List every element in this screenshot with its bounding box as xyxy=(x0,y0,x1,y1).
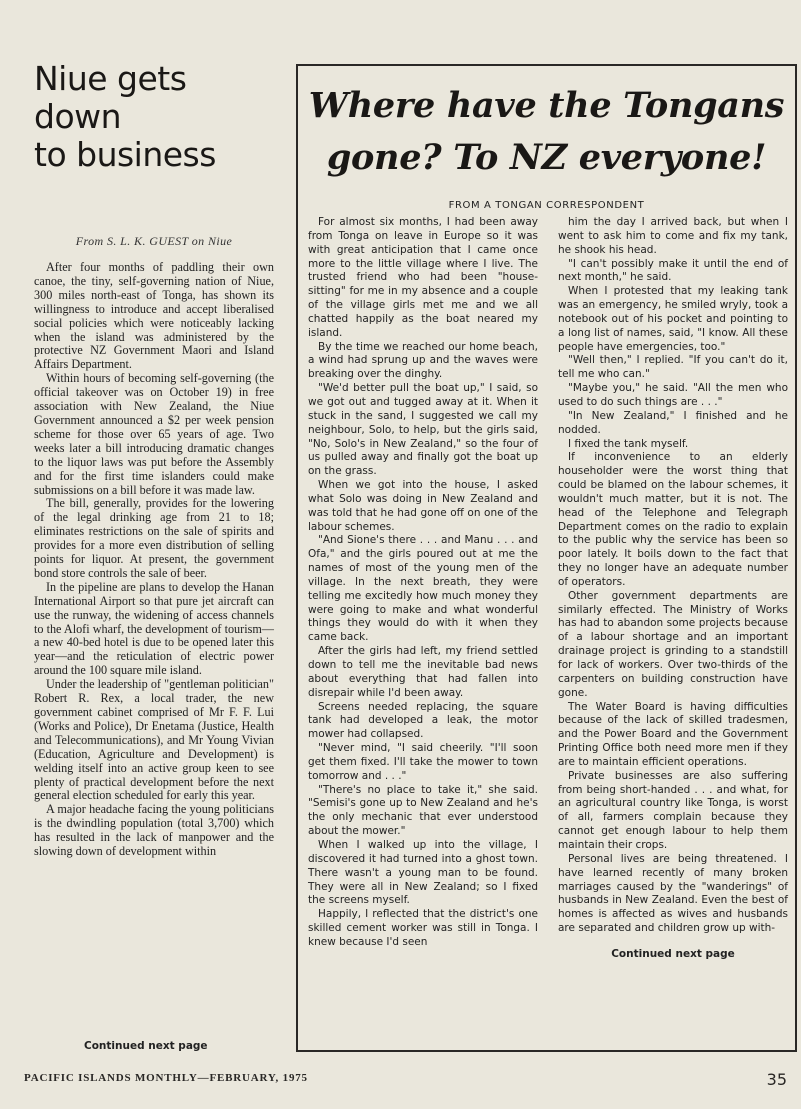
tongans-paragraph: The Water Board is having difficulties because of the lack of skilled tradesmen, and the Power Board and the Government Printing Office both need more men if they are to maintain efficient operations. xyxy=(558,700,788,768)
tongans-paragraph: Screens needed replacing, the square tank had developed a leak, the motor mower had collapsed. xyxy=(308,700,538,741)
tongans-paragraph: "And Sione's there . . . and Manu . . . and Ofa," and the girls poured out at me the names of most of the young men of the village. In the next breath, they were telling me excitedly how much money they were going to make and what wonderful things they would do with it when they came back. xyxy=(308,534,538,644)
headline-line-1: Niue gets xyxy=(34,59,187,98)
tongans-paragraph: "In New Zealand," I finished and he nodded. xyxy=(558,409,788,436)
tongans-paragraph: "Maybe you," he said. "All the men who used to do such things are . . ." xyxy=(558,382,788,408)
tongans-paragraph: "Well then," I replied. "If you can't do it, tell me who can." xyxy=(558,354,788,381)
tongans-article-box xyxy=(296,64,797,1052)
tongans-paragraph: Personal lives are being threatened. I have learned recently of many broken marriages caused by the "wanderings" of husbands in New Zealand. Even the best of homes is affected as wives and husbands are separated and children grow up with- xyxy=(558,852,788,935)
tongans-paragraph: "There's no place to take it," she said. "Semisi's gone up to New Zealand and he's the only mechanic that ever understood about the mower." xyxy=(308,783,538,838)
tongans-column-1 xyxy=(308,216,538,960)
tongans-headline xyxy=(298,80,795,184)
tongans-headline-line-1: Where have the Tongans xyxy=(308,85,785,126)
tongans-paragraph: "I can't possibly make it until the end of next month," he said. xyxy=(558,257,788,284)
niue-headline xyxy=(34,60,274,174)
niue-paragraph: In the pipeline are plans to develop the Hanan International Airport so that pure jet aircraft can use the runway, the widening of access channels to the Alofi wharf, the development of tourism—a new 40-bed hotel is due to be opened later this year—and the reticulation of electric power around the 100 square mile island. xyxy=(34,579,274,678)
niue-byline: From S. L. K. GUEST on Niue xyxy=(75,234,233,248)
headline-line-2: down xyxy=(34,97,122,136)
tongans-paragraph: For almost six months, I had been away from Tonga on leave in Europe so it was with great anticipation that I came once more to the little village where I live. The trusted friend who had been "house-sitting" for me in my absence and a couple of the village girls met me and we all chatted happily as the boat neared my island. xyxy=(308,216,538,339)
tongans-paragraph: "We'd better pull the boat up," I said, so we got out and tugged away at it. When it stuck in the sand, I suggested we call my neighbour, Solo, to help, but the girls said, "No, Solo's in New Zealand," so the four of us pulled away and finally got the boat up on the grass. xyxy=(308,382,538,478)
tongans-paragraph: When we got into the house, I asked what Solo was doing in New Zealand and was told that he had gone off on one of the labour schemes. xyxy=(308,479,538,533)
tongans-paragraph: Private businesses are also suffering from being short-handed . . . and what, for an agricultural country like Tonga, is worst of all, farmers complain because they cannot get enough labour to help them maintain their crops. xyxy=(558,769,788,851)
publication-footer: PACIFIC ISLANDS MONTHLY—FEBRUARY, 1975 xyxy=(24,1072,308,1084)
niue-article xyxy=(34,60,274,859)
niue-continued-note: Continued next page xyxy=(84,1040,208,1052)
headline-line-3: to business xyxy=(34,135,216,174)
niue-body xyxy=(34,261,274,859)
tongans-paragraph: If inconvenience to an elderly householder were the worst thing that could be blamed on the labour schemes, it wouldn't much matter, but it is not. The head of the Telephone and Telegraph Department comes on the radio to explain to the public why the service has been so poor lately. It boils down to the fact that they no longer have an adequate number of operators. xyxy=(558,451,788,588)
tongans-paragraph: When I walked up into the village, I discovered it had turned into a ghost town. There wasn't a young man to be found. They were all in New Zealand; so I fixed the screens myself. xyxy=(308,838,538,907)
tongans-paragraph: By the time we reached our home beach, a wind had sprung up and the waves were breaking over the dinghy. xyxy=(308,340,538,381)
tongans-paragraph: "Never mind, "I said cheerily. "I'll soon get them fixed. I'll take the mower to town tomorrow and . . ." xyxy=(308,742,538,782)
tongans-paragraph: After the girls had left, my friend settled down to tell me the inevitable bad news about everything that had fallen into disrepair while I'd been away. xyxy=(308,645,538,699)
tongans-paragraph: him the day I arrived back, but when I went to ask him to come and fix my tank, he shook his head. xyxy=(558,216,788,256)
niue-paragraph: Within hours of becoming self-governing (the official takeover was on October 19) in free association with New Zealand, the Niue Government announced a $2 per week pension scheme for those over 65 years of age. Two weeks later a bill introducing dramatic changes to the liquor laws was put before the Assembly and for the first time islanders could make submissions on a bill before it was made law. xyxy=(34,371,274,497)
tongans-paragraph: Happily, I reflected that the district's one skilled cement worker was still in Tonga. I knew because I'd seen xyxy=(308,908,538,948)
tongans-headline-line-2: gone? To NZ everyone! xyxy=(326,137,767,178)
tongans-paragraph: Other government departments are similarly effected. The Ministry of Works has had to abandon some projects because of a labour shortage and an important drainage project is grinding to a standstill for lack of workers. Over two-thirds of the carpenters on building construction have gone. xyxy=(558,589,788,699)
niue-paragraph: After four months of paddling their own canoe, the tiny, self-governing nation of Niue, 300 miles north-east of Tonga, has shown its willingness to introduce and accept liberalised social policies which were noticeably lacking when the island was administered by the protective NZ Government Maori and Island Affairs Department. xyxy=(34,260,274,372)
niue-paragraph: A major headache facing the young politicians is the dwindling population (total 3,700) which has resulted in the lack of manpower and the slowing down of development within xyxy=(34,802,274,859)
tongans-columns xyxy=(308,216,788,960)
tongans-continued-note: Continued next page xyxy=(611,947,735,960)
tongans-paragraph: I fixed the tank myself. xyxy=(568,437,689,450)
tongans-byline: FROM A TONGAN CORRESPONDENT xyxy=(448,200,645,211)
niue-paragraph: The bill, generally, provides for the lowering of the legal drinking age from 21 to 18; eliminates restrictions on the sale of spirits and provides for a more even distribution of selling points for liquor. At present, the government bond store controls the sale of beer. xyxy=(34,496,274,580)
tongans-paragraph: When I protested that my leaking tank was an emergency, he smiled wryly, took a notebook out of his pocket and pointing to a long list of names, said, "I know. All these people have emergencies, too." xyxy=(558,285,788,353)
tongans-column-2 xyxy=(558,216,788,960)
niue-paragraph: Under the leadership of "gentleman politician" Robert R. Rex, a local trader, the new government cabinet comprised of Mr F. F. Lui (Works and Police), Dr Enetama (Justice, Health and Telecommunications), and Mr Young Vivian (Education, Agriculture and Development) is welding itself into an active group keen to see plenty of practical development before the next general election scheduled for early this year. xyxy=(34,677,274,803)
page-number: 35 xyxy=(766,1070,787,1089)
